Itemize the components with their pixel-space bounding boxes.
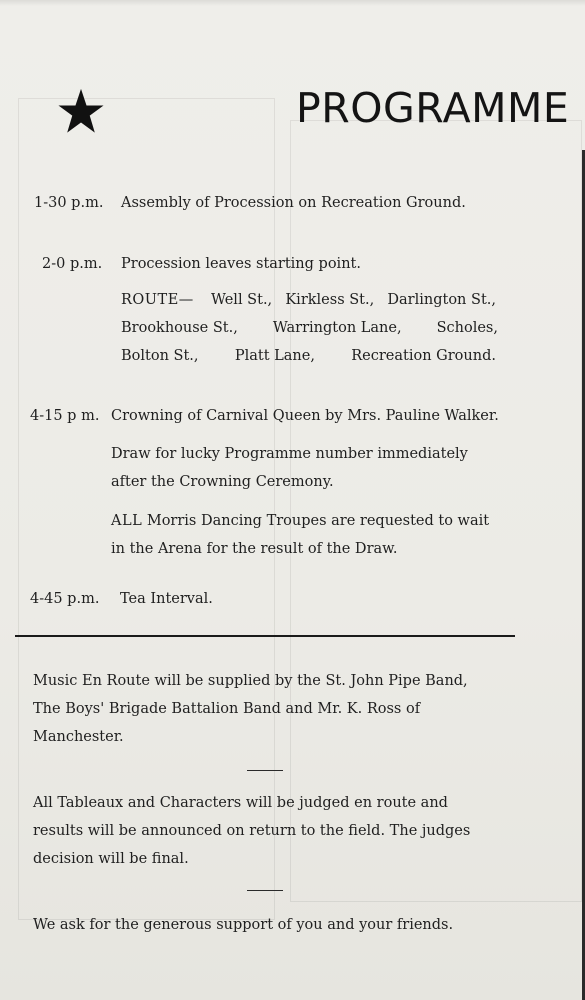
route-stop: Kirkless St., [285, 292, 375, 308]
route-stop: Platt Lane, [234, 348, 315, 364]
schedule-time-1: 1-30 p.m. [34, 195, 104, 211]
morris-note-line-1 [111, 513, 489, 529]
schedule-text-4: Tea Interval. [120, 591, 213, 607]
music-note-line-1: Music En Route will be supplied by the St. John Pipe Band, [33, 673, 468, 689]
music-note-line-2: The Boys' Brigade Battalion Band and Mr. K. Ross of [33, 701, 421, 717]
page-top-shadow [0, 0, 585, 6]
support-note: We ask for the generous support of you and your friends. [33, 917, 454, 933]
route-line-1 [211, 292, 496, 308]
schedule-text-1: Assembly of Procession on Recreation Ground. [121, 195, 466, 211]
morris-note-rest: Morris Dancing Troupes are requested to wait [142, 513, 490, 529]
music-note-line-3: Manchester. [33, 729, 124, 745]
star-icon [58, 88, 104, 134]
route-stop: Darlington St., [387, 292, 496, 308]
route-stop: Scholes, [436, 320, 498, 336]
page-title: PROGRAMME [296, 84, 570, 132]
bleed-through-box-right [290, 120, 582, 902]
draw-note-line-1: Draw for lucky Programme number immediately [111, 446, 468, 462]
schedule-time-3: 4-15 p m. [30, 408, 100, 424]
route-stop: Brookhouse St., [121, 320, 238, 336]
route-label: ROUTE— [121, 292, 194, 308]
schedule-text-3: Crowning of Carnival Queen by Mrs. Pauline Walker. [111, 408, 499, 424]
judging-note-line-1: All Tableaux and Characters will be judged en route and [33, 795, 448, 811]
route-line-2 [121, 320, 498, 336]
morris-note-line-2: in the Arena for the result of the Draw. [111, 541, 398, 557]
schedule-text-2: Procession leaves starting point. [121, 256, 361, 272]
route-stop: Recreation Ground. [351, 348, 496, 364]
schedule-time-4: 4-45 p.m. [30, 591, 100, 607]
judging-note-line-3: decision will be final. [33, 851, 189, 867]
schedule-time-2: 2-0 p.m. [42, 256, 103, 272]
route-stop: Warrington Lane, [272, 320, 402, 336]
route-line-3 [121, 348, 496, 364]
draw-note-line-2: after the Crowning Ceremony. [111, 474, 334, 490]
route-stop: Well St., [211, 292, 273, 308]
route-stop: Bolton St., [121, 348, 199, 364]
judging-note-line-2: results will be announced on return to the field. The judges [33, 823, 471, 839]
section-divider [15, 635, 515, 637]
morris-note-all: ALL [111, 513, 143, 529]
short-divider-2 [247, 890, 283, 891]
short-divider-1 [247, 770, 283, 771]
